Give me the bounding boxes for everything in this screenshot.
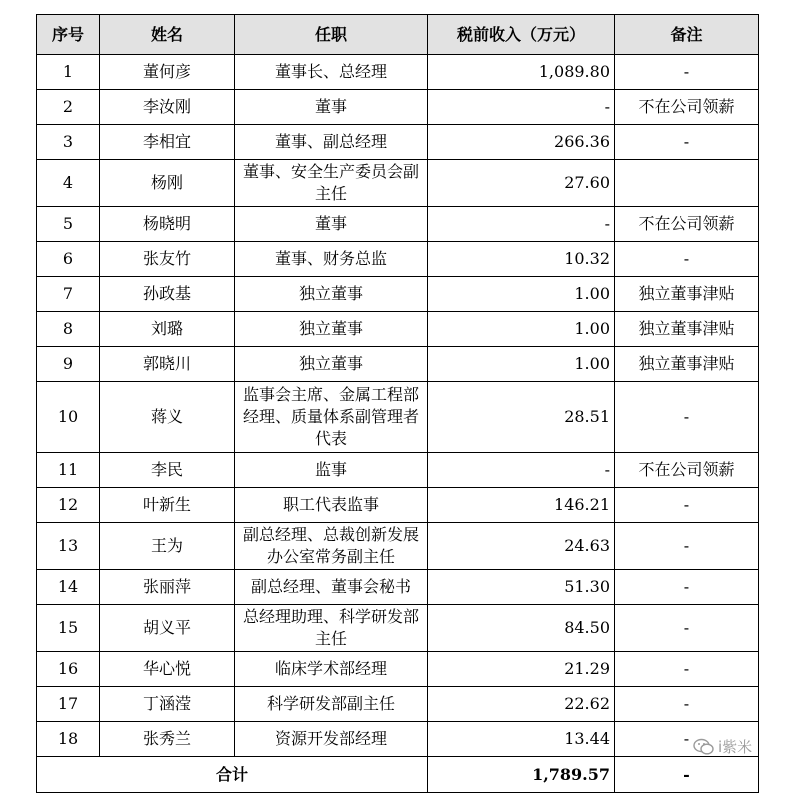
- cell-position: 独立董事: [235, 347, 428, 382]
- cell-name: 叶新生: [100, 488, 235, 523]
- cell-no: 14: [37, 570, 100, 605]
- cell-no: 7: [37, 277, 100, 312]
- cell-remark: -: [615, 570, 759, 605]
- cell-position: 独立董事: [235, 312, 428, 347]
- table-row: [37, 242, 759, 277]
- cell-position: 资源开发部经理: [235, 722, 428, 757]
- cell-remark: -: [615, 242, 759, 277]
- table-row: [37, 453, 759, 488]
- total-label: 合计: [37, 757, 428, 793]
- compensation-table: [36, 14, 759, 793]
- cell-name: 李民: [100, 453, 235, 488]
- table-row: [37, 523, 759, 570]
- cell-position: 独立董事: [235, 277, 428, 312]
- cell-remark: -: [615, 722, 759, 757]
- cell-income: 1.00: [428, 277, 615, 312]
- header-row: [37, 15, 759, 55]
- cell-income: 1.00: [428, 347, 615, 382]
- cell-remark: 不在公司领薪: [615, 90, 759, 125]
- cell-remark: -: [615, 488, 759, 523]
- cell-remark: 独立董事津贴: [615, 312, 759, 347]
- cell-no: 6: [37, 242, 100, 277]
- table-row: [37, 570, 759, 605]
- cell-income: 10.32: [428, 242, 615, 277]
- header-remark: 备注: [615, 15, 759, 55]
- cell-no: 8: [37, 312, 100, 347]
- cell-name: 杨刚: [100, 160, 235, 207]
- cell-remark: -: [615, 605, 759, 652]
- table-row: [37, 382, 759, 453]
- total-remark: -: [615, 757, 759, 793]
- cell-income: 27.60: [428, 160, 615, 207]
- table-row: [37, 687, 759, 722]
- cell-position: 科学研发部副主任: [235, 687, 428, 722]
- cell-income: 24.63: [428, 523, 615, 570]
- cell-remark: -: [615, 382, 759, 453]
- table-row: [37, 277, 759, 312]
- cell-income: 21.29: [428, 652, 615, 687]
- cell-remark: -: [615, 687, 759, 722]
- cell-remark: -: [615, 523, 759, 570]
- table-row: [37, 347, 759, 382]
- cell-name: 刘璐: [100, 312, 235, 347]
- cell-income: 266.36: [428, 125, 615, 160]
- cell-income: -: [428, 207, 615, 242]
- cell-position: 监事会主席、金属工程部经理、质量体系副管理者代表: [235, 382, 428, 453]
- total-row: [37, 757, 759, 793]
- cell-remark: [615, 160, 759, 207]
- table-row: [37, 125, 759, 160]
- cell-name: 李汝刚: [100, 90, 235, 125]
- cell-income: 1,089.80: [428, 55, 615, 90]
- table-row: [37, 90, 759, 125]
- cell-name: 张友竹: [100, 242, 235, 277]
- cell-name: 王为: [100, 523, 235, 570]
- cell-remark: 独立董事津贴: [615, 277, 759, 312]
- cell-income: 28.51: [428, 382, 615, 453]
- cell-position: 副总经理、董事会秘书: [235, 570, 428, 605]
- cell-name: 张秀兰: [100, 722, 235, 757]
- cell-no: 18: [37, 722, 100, 757]
- cell-no: 3: [37, 125, 100, 160]
- wechat-icon: [693, 738, 715, 756]
- cell-remark: -: [615, 652, 759, 687]
- cell-remark: 不在公司领薪: [615, 453, 759, 488]
- cell-no: 13: [37, 523, 100, 570]
- cell-position: 临床学术部经理: [235, 652, 428, 687]
- header-no: 序号: [37, 15, 100, 55]
- cell-name: 丁涵滢: [100, 687, 235, 722]
- cell-position: 董事: [235, 207, 428, 242]
- cell-position: 董事长、总经理: [235, 55, 428, 90]
- table-row: [37, 160, 759, 207]
- watermark-text: i紫米: [718, 738, 753, 756]
- cell-name: 孙政基: [100, 277, 235, 312]
- table-row: [37, 55, 759, 90]
- cell-no: 4: [37, 160, 100, 207]
- cell-name: 张丽萍: [100, 570, 235, 605]
- cell-income: 13.44: [428, 722, 615, 757]
- cell-remark: -: [615, 55, 759, 90]
- cell-no: 1: [37, 55, 100, 90]
- cell-income: 51.30: [428, 570, 615, 605]
- cell-no: 2: [37, 90, 100, 125]
- cell-name: 胡义平: [100, 605, 235, 652]
- table-row: [37, 605, 759, 652]
- cell-position: 董事、安全生产委员会副主任: [235, 160, 428, 207]
- table-row: [37, 312, 759, 347]
- table-row: [37, 207, 759, 242]
- total-income: 1,789.57: [428, 757, 615, 793]
- header-income: 税前收入（万元）: [428, 15, 615, 55]
- cell-position: 董事、副总经理: [235, 125, 428, 160]
- cell-income: 146.21: [428, 488, 615, 523]
- cell-position: 董事、财务总监: [235, 242, 428, 277]
- cell-name: 李相宜: [100, 125, 235, 160]
- cell-position: 职工代表监事: [235, 488, 428, 523]
- table-row: [37, 488, 759, 523]
- cell-position: 总经理助理、科学研发部主任: [235, 605, 428, 652]
- cell-position: 董事: [235, 90, 428, 125]
- header-position: 任职: [235, 15, 428, 55]
- cell-no: 11: [37, 453, 100, 488]
- cell-name: 蒋义: [100, 382, 235, 453]
- cell-remark: -: [615, 125, 759, 160]
- cell-remark: 不在公司领薪: [615, 207, 759, 242]
- cell-no: 5: [37, 207, 100, 242]
- cell-no: 17: [37, 687, 100, 722]
- cell-remark: 独立董事津贴: [615, 347, 759, 382]
- cell-income: 22.62: [428, 687, 615, 722]
- cell-no: 16: [37, 652, 100, 687]
- cell-name: 杨晓明: [100, 207, 235, 242]
- table-row: [37, 722, 759, 757]
- cell-name: 董何彦: [100, 55, 235, 90]
- cell-income: 1.00: [428, 312, 615, 347]
- cell-position: 副总经理、总裁创新发展办公室常务副主任: [235, 523, 428, 570]
- cell-name: 华心悦: [100, 652, 235, 687]
- cell-income: -: [428, 90, 615, 125]
- cell-position: 监事: [235, 453, 428, 488]
- header-name: 姓名: [100, 15, 235, 55]
- cell-no: 9: [37, 347, 100, 382]
- cell-no: 10: [37, 382, 100, 453]
- cell-income: 84.50: [428, 605, 615, 652]
- cell-name: 郭晓川: [100, 347, 235, 382]
- cell-income: -: [428, 453, 615, 488]
- cell-no: 15: [37, 605, 100, 652]
- watermark: [693, 736, 752, 757]
- table-row: [37, 652, 759, 687]
- cell-no: 12: [37, 488, 100, 523]
